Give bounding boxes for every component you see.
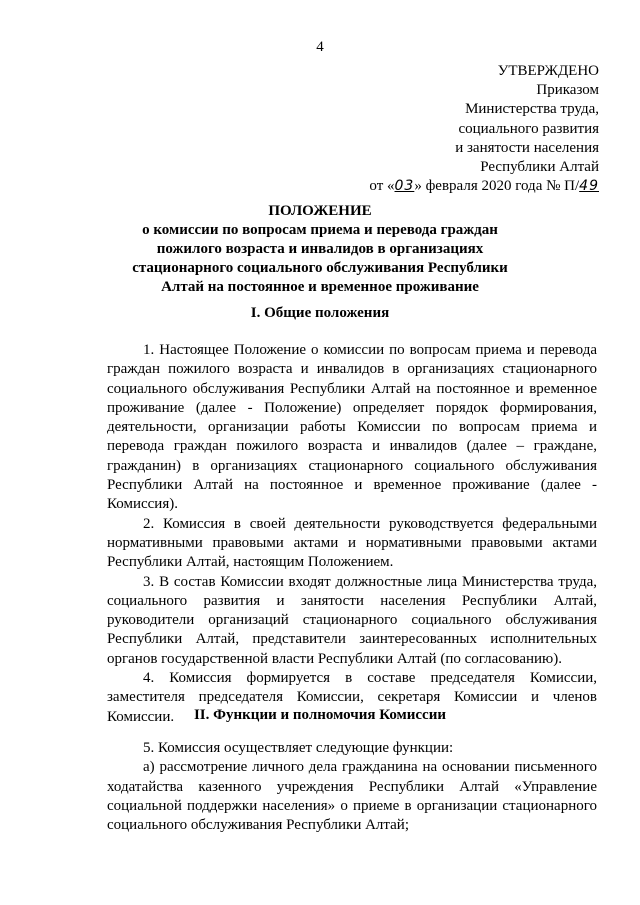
paragraph: а) рассмотрение личного дела гражданина на основании письменного ходатайства казенного учреждения Республики Алтай «Управление социальной поддержки населения» о приеме в организации стационарного социального обслуживания Республики Алтай;	[107, 759, 597, 834]
approval-stamp-title: УТВЕРЖДЕНО	[497, 63, 599, 79]
date-middle: » февраля 2020 года № П/	[414, 178, 580, 195]
section-heading-functions: II. Функции и полномочия Комиссии	[193, 707, 447, 723]
paragraph: 4. Комиссия формируется в составе председателя Комиссии, заместителя председателя Комиссии, секретаря Комиссии и членов Комиссии.	[107, 670, 597, 725]
page-number: 4	[316, 39, 324, 55]
section-functions-body	[107, 739, 597, 835]
approval-line: и занятости населения	[455, 139, 599, 156]
date-prefix: от «	[369, 178, 395, 195]
approval-date-line	[369, 177, 599, 196]
approval-line: Министерства труда,	[465, 101, 599, 118]
handwritten-day: 03	[394, 178, 415, 195]
paragraph: 1. Настоящее Положение о комиссии по вопросам приема и перевода граждан пожилого возраста и инвалидов в организациях стационарного социального обслуживания Республики Алтай на постоянное и временное проживание (далее - Положение) определяет порядок формирования, деятельности, организации работы Комиссии по вопросам приема и перевода граждан пожилого возраста и инвалидов (далее – граждане, гражданин) в организациях стационарного социального обслуживания Республики Алтай на постоянное и временное проживание (далее - Комиссия).	[107, 342, 597, 513]
handwritten-order-number: 49	[579, 178, 599, 195]
paragraph: 2. Комиссия в своей деятельности руководствуется федеральными нормативными правовыми актами и нормативными правовыми актами Республики Алтай, настоящим Положением.	[107, 515, 597, 571]
approval-line: Республики Алтай	[480, 159, 599, 176]
section-general-body	[107, 341, 597, 727]
approval-block	[369, 62, 599, 196]
paragraph: 3. В состав Комиссии входят должностные лица Министерства труда, социального развития и занятости населения Республики Алтай, руководители организаций стационарного социального обслуживания Республики Алтай, представители заинтересованных исполнительных органов государственной власти Республики Алтай (по согласованию).	[107, 573, 597, 667]
section-heading-general: I. Общие положения	[250, 305, 390, 321]
document-subtitle: о комиссии по вопросам приема и перевода граждан пожилого возраста и инвалидов в организациях стационарного социального обслуживания Республики Алтай на постоянное и временное проживание	[132, 222, 508, 295]
approval-line: социального развития	[458, 120, 599, 137]
approval-line: Приказом	[536, 82, 599, 99]
paragraph: 5. Комиссия осуществляет следующие функции:	[143, 740, 454, 756]
document-title: ПОЛОЖЕНИЕ	[268, 203, 372, 219]
